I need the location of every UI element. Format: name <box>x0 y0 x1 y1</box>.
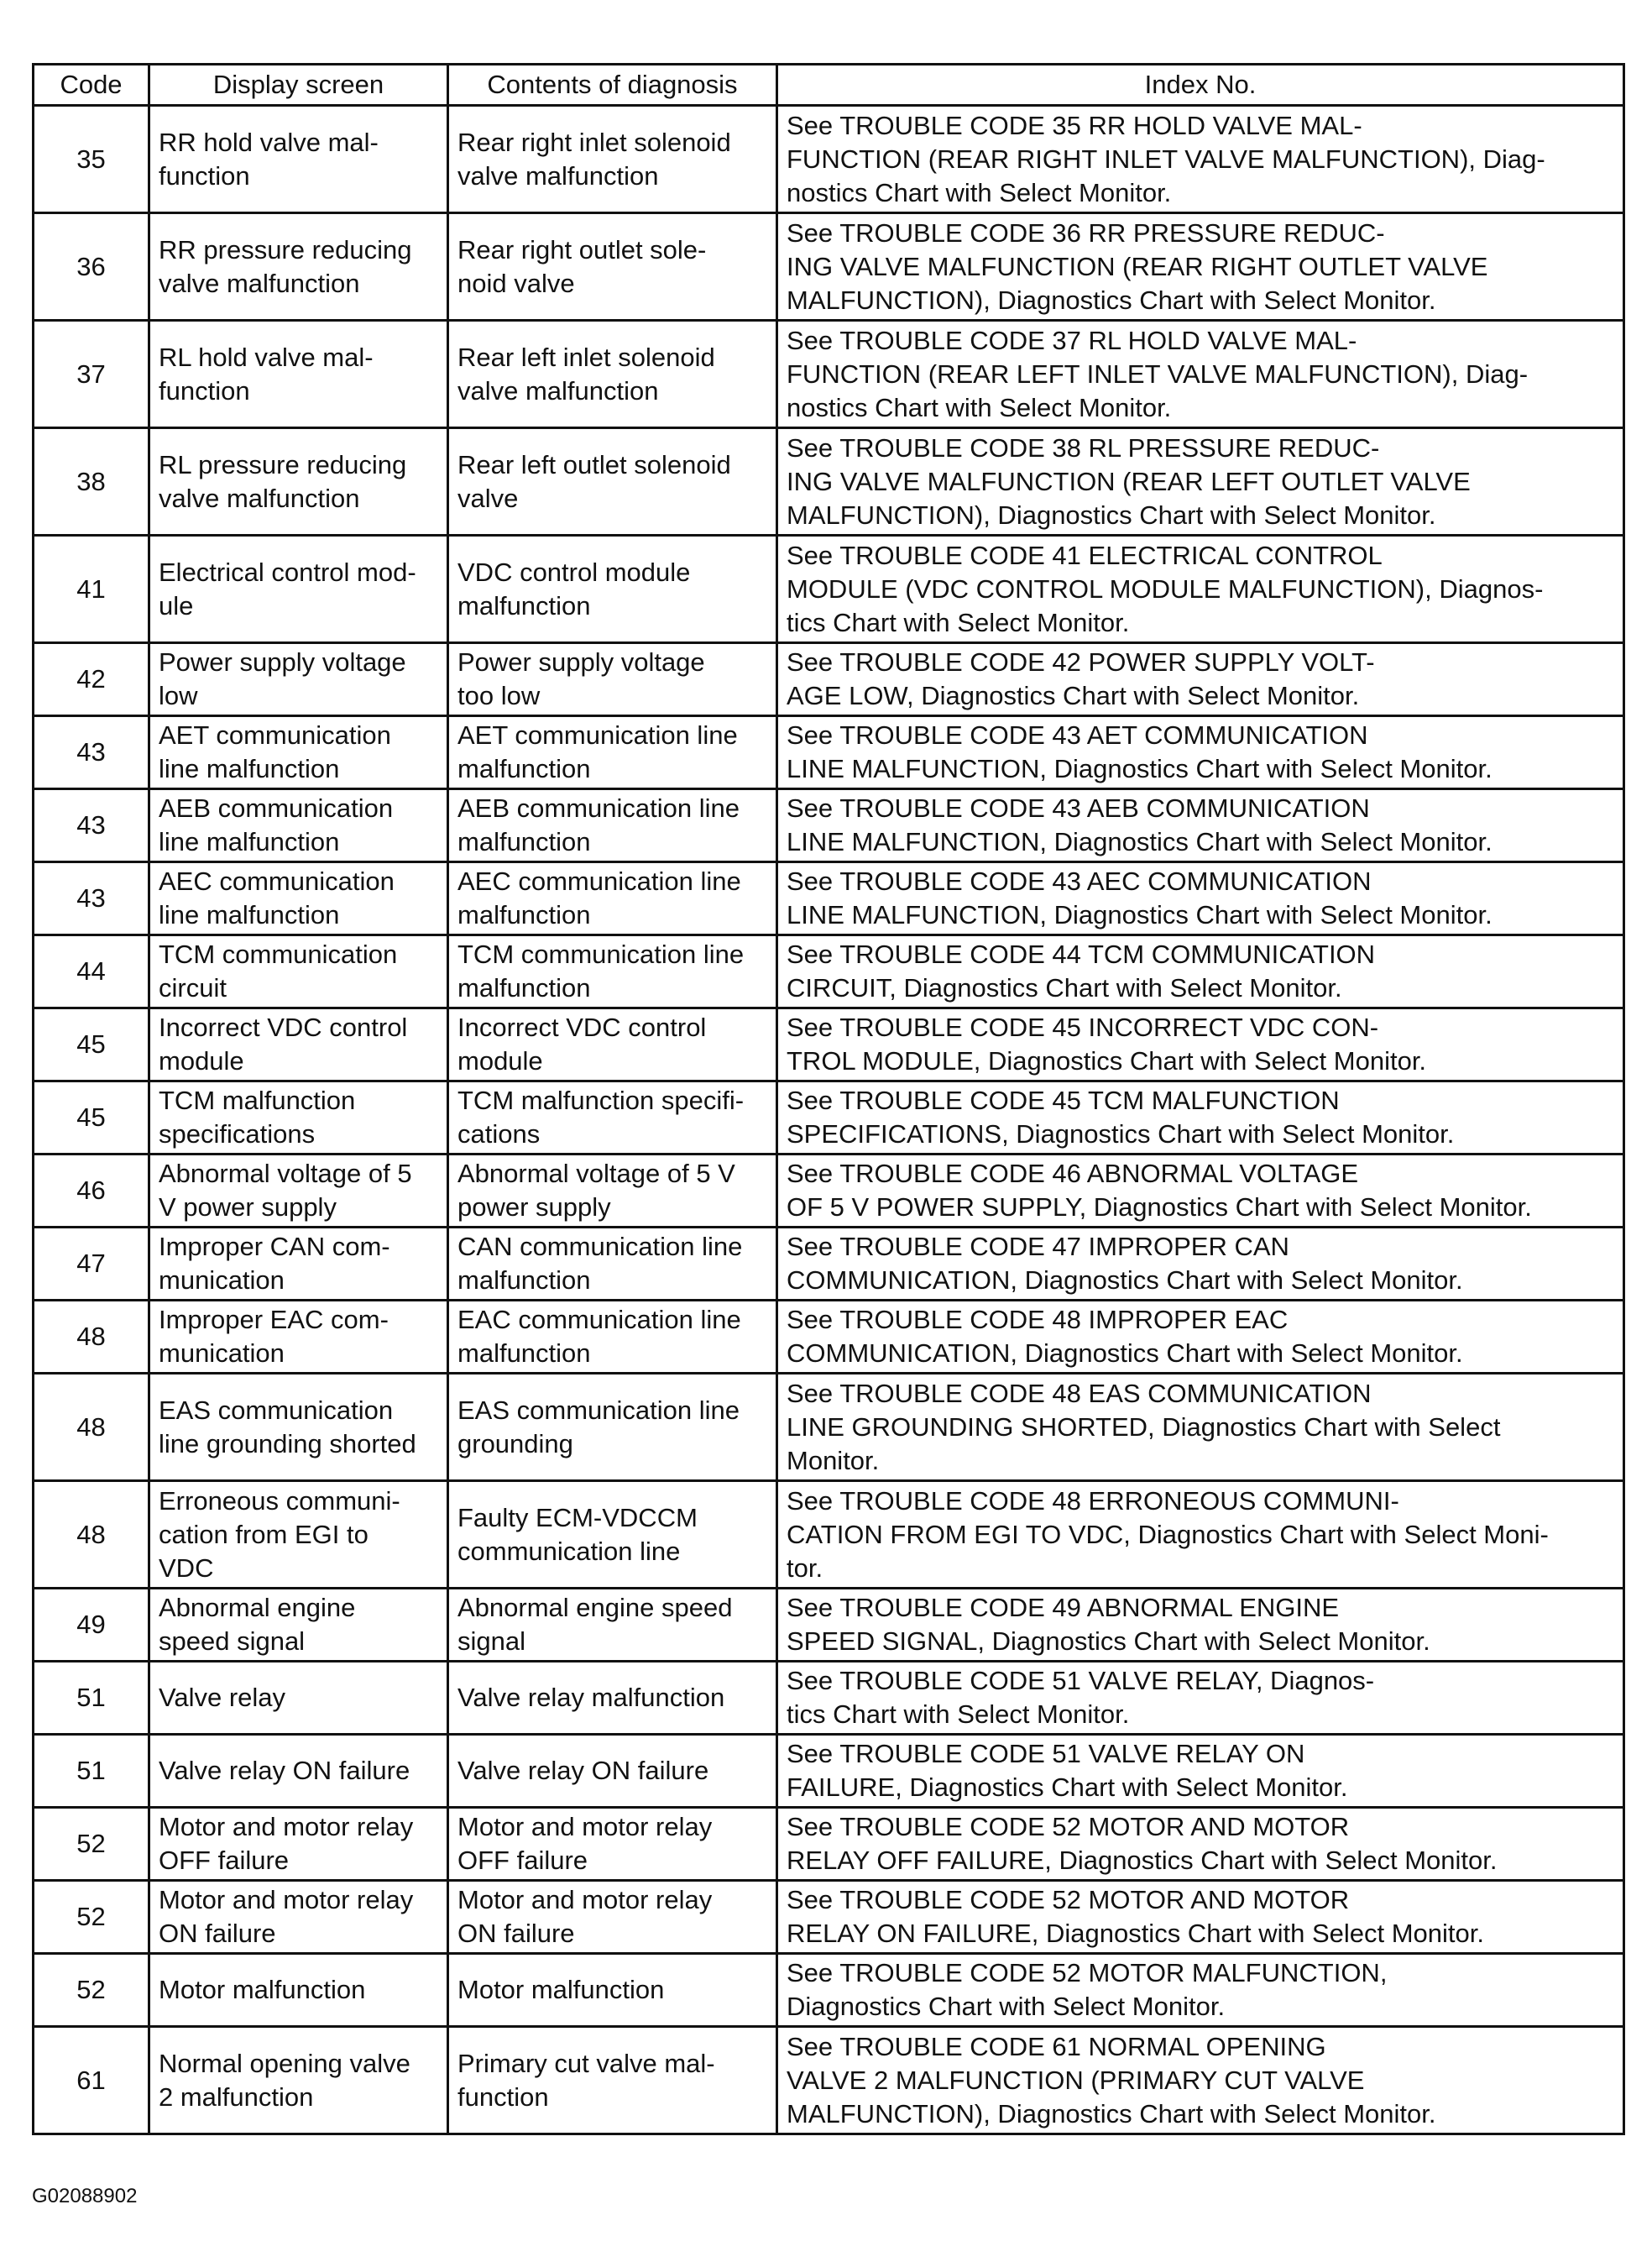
display-screen-cell: Abnormal engine speed signal <box>149 1589 448 1662</box>
contents-of-diagnosis-cell: Abnormal engine speed signal <box>448 1589 777 1662</box>
display-screen-cell: Motor malfunction <box>149 1954 448 2027</box>
display-screen-cell: Valve relay <box>149 1662 448 1735</box>
code-cell: 61 <box>34 2027 149 2134</box>
code-cell: 37 <box>34 321 149 428</box>
display-screen-cell: Improper EAC com- munication <box>149 1301 448 1374</box>
display-screen-cell: EAS communication line grounding shorted <box>149 1374 448 1481</box>
table-row <box>34 1081 1624 1155</box>
contents-of-diagnosis-cell: Valve relay malfunction <box>448 1662 777 1735</box>
index-no-cell: See TROUBLE CODE 61 NORMAL OPENING VALVE 2 MALFUNCTION (PRIMARY CUT VALVE MALFUNCTION), Diagnostics Chart with Select Monitor. <box>777 2027 1624 2134</box>
table-row <box>34 789 1624 862</box>
index-no-cell: See TROUBLE CODE 52 MOTOR AND MOTOR RELAY ON FAILURE, Diagnostics Chart with Select Monitor. <box>777 1881 1624 1954</box>
table-row <box>34 1155 1624 1228</box>
table-row <box>34 643 1624 716</box>
table-row <box>34 1735 1624 1808</box>
code-cell: 52 <box>34 1808 149 1881</box>
index-no-cell: See TROUBLE CODE 52 MOTOR MALFUNCTION, Diagnostics Chart with Select Monitor. <box>777 1954 1624 2027</box>
header-index-no: Index No. <box>777 65 1624 106</box>
contents-of-diagnosis-cell: Rear left outlet solenoid valve <box>448 428 777 536</box>
contents-of-diagnosis-cell: TCM malfunction specifi- cations <box>448 1081 777 1155</box>
contents-of-diagnosis-cell: Valve relay ON failure <box>448 1735 777 1808</box>
index-no-cell: See TROUBLE CODE 52 MOTOR AND MOTOR RELAY OFF FAILURE, Diagnostics Chart with Select Monitor. <box>777 1808 1624 1881</box>
contents-of-diagnosis-cell: AEC communication line malfunction <box>448 862 777 935</box>
header-code: Code <box>34 65 149 106</box>
index-no-cell: See TROUBLE CODE 41 ELECTRICAL CONTROL MODULE (VDC CONTROL MODULE MALFUNCTION), Diagnos- tics Chart with Select Monitor. <box>777 536 1624 643</box>
index-no-cell: See TROUBLE CODE 38 RL PRESSURE REDUC- ING VALVE MALFUNCTION (REAR LEFT OUTLET VALVE MALFUNCTION), Diagnostics Chart with Select Monitor. <box>777 428 1624 536</box>
contents-of-diagnosis-cell: EAC communication line malfunction <box>448 1301 777 1374</box>
contents-of-diagnosis-cell: Power supply voltage too low <box>448 643 777 716</box>
display-screen-cell: AEC communication line malfunction <box>149 862 448 935</box>
table-row <box>34 106 1624 213</box>
display-screen-cell: Electrical control mod- ule <box>149 536 448 643</box>
code-cell: 49 <box>34 1589 149 1662</box>
display-screen-cell: Abnormal voltage of 5 V power supply <box>149 1155 448 1228</box>
display-screen-cell: Motor and motor relay ON failure <box>149 1881 448 1954</box>
code-cell: 36 <box>34 213 149 321</box>
table-row <box>34 935 1624 1008</box>
index-no-cell: See TROUBLE CODE 49 ABNORMAL ENGINE SPEED SIGNAL, Diagnostics Chart with Select Monitor. <box>777 1589 1624 1662</box>
contents-of-diagnosis-cell: Motor and motor relay OFF failure <box>448 1808 777 1881</box>
display-screen-cell: RL pressure reducing valve malfunction <box>149 428 448 536</box>
index-no-cell: See TROUBLE CODE 51 VALVE RELAY ON FAILURE, Diagnostics Chart with Select Monitor. <box>777 1735 1624 1808</box>
table-row <box>34 1589 1624 1662</box>
table-row <box>34 716 1624 789</box>
table-row <box>34 1301 1624 1374</box>
header-contents-of-diagnosis: Contents of diagnosis <box>448 65 777 106</box>
contents-of-diagnosis-cell: Faulty ECM-VDCCM communication line <box>448 1481 777 1589</box>
index-no-cell: See TROUBLE CODE 48 EAS COMMUNICATION LINE GROUNDING SHORTED, Diagnostics Chart with Select Monitor. <box>777 1374 1624 1481</box>
index-no-cell: See TROUBLE CODE 51 VALVE RELAY, Diagnos- tics Chart with Select Monitor. <box>777 1662 1624 1735</box>
contents-of-diagnosis-cell: Rear right inlet solenoid valve malfunction <box>448 106 777 213</box>
table-row <box>34 536 1624 643</box>
contents-of-diagnosis-cell: AEB communication line malfunction <box>448 789 777 862</box>
table-row <box>34 1481 1624 1589</box>
code-cell: 41 <box>34 536 149 643</box>
display-screen-cell: Motor and motor relay OFF failure <box>149 1808 448 1881</box>
display-screen-cell: TCM communication circuit <box>149 935 448 1008</box>
code-cell: 42 <box>34 643 149 716</box>
index-no-cell: See TROUBLE CODE 47 IMPROPER CAN COMMUNICATION, Diagnostics Chart with Select Monitor. <box>777 1228 1624 1301</box>
index-no-cell: See TROUBLE CODE 35 RR HOLD VALVE MAL- FUNCTION (REAR RIGHT INLET VALVE MALFUNCTION), Diag- nostics Chart with Select Monitor. <box>777 106 1624 213</box>
table-row <box>34 1881 1624 1954</box>
trouble-code-table <box>32 63 1625 2135</box>
table-row <box>34 213 1624 321</box>
index-no-cell: See TROUBLE CODE 43 AEB COMMUNICATION LINE MALFUNCTION, Diagnostics Chart with Select Monitor. <box>777 789 1624 862</box>
code-cell: 45 <box>34 1008 149 1081</box>
table-row <box>34 428 1624 536</box>
contents-of-diagnosis-cell: TCM communication line malfunction <box>448 935 777 1008</box>
index-no-cell: See TROUBLE CODE 46 ABNORMAL VOLTAGE OF 5 V POWER SUPPLY, Diagnostics Chart with Select Monitor. <box>777 1155 1624 1228</box>
display-screen-cell: Incorrect VDC control module <box>149 1008 448 1081</box>
display-screen-cell: Power supply voltage low <box>149 643 448 716</box>
table-header-row <box>34 65 1624 106</box>
contents-of-diagnosis-cell: EAS communication line grounding <box>448 1374 777 1481</box>
table-row <box>34 1374 1624 1481</box>
contents-of-diagnosis-cell: CAN communication line malfunction <box>448 1228 777 1301</box>
table-row <box>34 1008 1624 1081</box>
display-screen-cell: Normal opening valve 2 malfunction <box>149 2027 448 2134</box>
index-no-cell: See TROUBLE CODE 36 RR PRESSURE REDUC- ING VALVE MALFUNCTION (REAR RIGHT OUTLET VALVE MALFUNCTION), Diagnostics Chart with Select Monitor. <box>777 213 1624 321</box>
table-row <box>34 321 1624 428</box>
code-cell: 52 <box>34 1881 149 1954</box>
code-cell: 48 <box>34 1301 149 1374</box>
display-screen-cell: RR pressure reducing valve malfunction <box>149 213 448 321</box>
contents-of-diagnosis-cell: Rear right outlet sole- noid valve <box>448 213 777 321</box>
table-body <box>34 106 1624 2134</box>
table-row <box>34 1808 1624 1881</box>
code-cell: 51 <box>34 1662 149 1735</box>
code-cell: 46 <box>34 1155 149 1228</box>
contents-of-diagnosis-cell: Rear left inlet solenoid valve malfunction <box>448 321 777 428</box>
code-cell: 48 <box>34 1374 149 1481</box>
code-cell: 48 <box>34 1481 149 1589</box>
index-no-cell: See TROUBLE CODE 48 IMPROPER EAC COMMUNICATION, Diagnostics Chart with Select Monitor. <box>777 1301 1624 1374</box>
header-display-screen: Display screen <box>149 65 448 106</box>
display-screen-cell: AET communication line malfunction <box>149 716 448 789</box>
contents-of-diagnosis-cell: VDC control module malfunction <box>448 536 777 643</box>
contents-of-diagnosis-cell: AET communication line malfunction <box>448 716 777 789</box>
table-row <box>34 1954 1624 2027</box>
code-cell: 52 <box>34 1954 149 2027</box>
index-no-cell: See TROUBLE CODE 43 AET COMMUNICATION LINE MALFUNCTION, Diagnostics Chart with Select Monitor. <box>777 716 1624 789</box>
display-screen-cell: AEB communication line malfunction <box>149 789 448 862</box>
code-cell: 45 <box>34 1081 149 1155</box>
contents-of-diagnosis-cell: Motor malfunction <box>448 1954 777 2027</box>
code-cell: 35 <box>34 106 149 213</box>
table-row <box>34 1228 1624 1301</box>
code-cell: 43 <box>34 716 149 789</box>
contents-of-diagnosis-cell: Motor and motor relay ON failure <box>448 1881 777 1954</box>
code-cell: 44 <box>34 935 149 1008</box>
display-screen-cell: RR hold valve mal- function <box>149 106 448 213</box>
contents-of-diagnosis-cell: Incorrect VDC control module <box>448 1008 777 1081</box>
index-no-cell: See TROUBLE CODE 42 POWER SUPPLY VOLT- AGE LOW, Diagnostics Chart with Select Monitor. <box>777 643 1624 716</box>
index-no-cell: See TROUBLE CODE 45 TCM MALFUNCTION SPECIFICATIONS, Diagnostics Chart with Select Monitor. <box>777 1081 1624 1155</box>
code-cell: 47 <box>34 1228 149 1301</box>
display-screen-cell: Improper CAN com- munication <box>149 1228 448 1301</box>
index-no-cell: See TROUBLE CODE 48 ERRONEOUS COMMUNI- CATION FROM EGI TO VDC, Diagnostics Chart with Select Moni- tor. <box>777 1481 1624 1589</box>
index-no-cell: See TROUBLE CODE 44 TCM COMMUNICATION CIRCUIT, Diagnostics Chart with Select Monitor. <box>777 935 1624 1008</box>
code-cell: 38 <box>34 428 149 536</box>
display-screen-cell: Valve relay ON failure <box>149 1735 448 1808</box>
contents-of-diagnosis-cell: Primary cut valve mal- function <box>448 2027 777 2134</box>
index-no-cell: See TROUBLE CODE 43 AEC COMMUNICATION LINE MALFUNCTION, Diagnostics Chart with Select Monitor. <box>777 862 1624 935</box>
index-no-cell: See TROUBLE CODE 37 RL HOLD VALVE MAL- FUNCTION (REAR LEFT INLET VALVE MALFUNCTION), Diag- nostics Chart with Select Monitor. <box>777 321 1624 428</box>
display-screen-cell: Erroneous communi- cation from EGI to VDC <box>149 1481 448 1589</box>
display-screen-cell: RL hold valve mal- function <box>149 321 448 428</box>
contents-of-diagnosis-cell: Abnormal voltage of 5 V power supply <box>448 1155 777 1228</box>
display-screen-cell: TCM malfunction specifications <box>149 1081 448 1155</box>
table-row <box>34 2027 1624 2134</box>
code-cell: 51 <box>34 1735 149 1808</box>
code-cell: 43 <box>34 862 149 935</box>
table-row <box>34 862 1624 935</box>
index-no-cell: See TROUBLE CODE 45 INCORRECT VDC CON- TROL MODULE, Diagnostics Chart with Select Monitor. <box>777 1008 1624 1081</box>
figure-id: G02088902 <box>32 2185 138 2207</box>
table-row <box>34 1662 1624 1735</box>
code-cell: 43 <box>34 789 149 862</box>
